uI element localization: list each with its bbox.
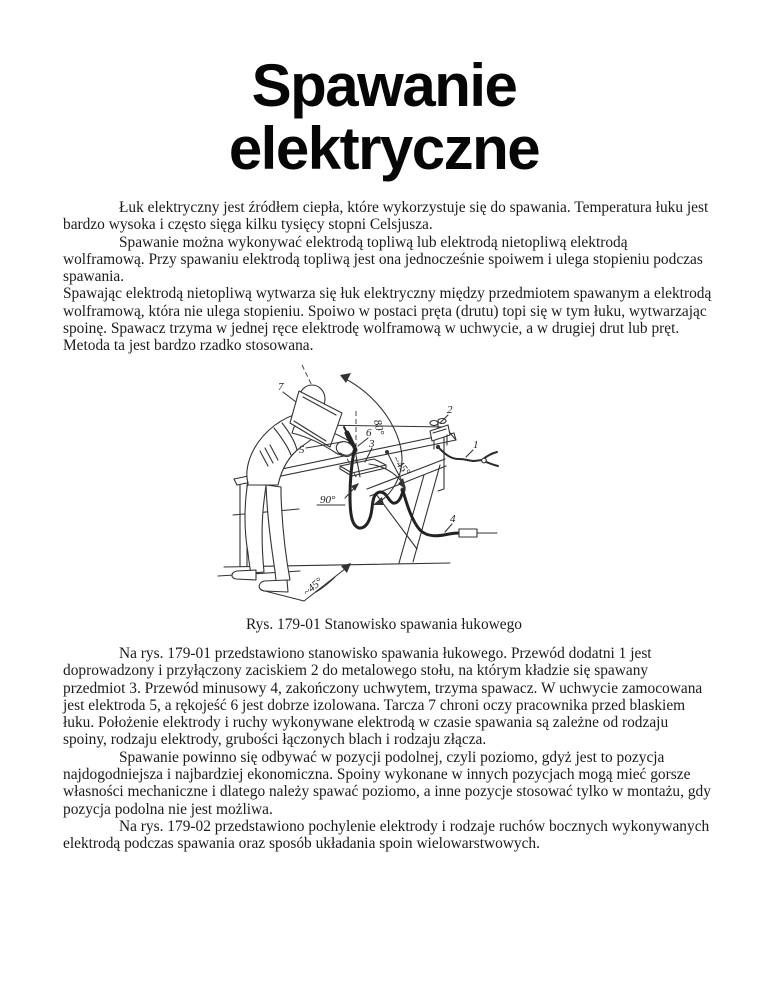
figure-angle-electrode: 80°: [371, 418, 387, 436]
figure-label-handle: 6: [366, 426, 372, 439]
body-paragraphs: [63, 645, 713, 853]
paragraph: Na rys. 179-01 przedstawiono stanowisko spawania łukowego. Przewód dodatni 1 jest doprowadzony i przyłączony zaciskiem 2 do metalowego stołu, na którym kładzie się spawany przedmiot 3. Przewód minusowy 4, zakończony uchwytem, trzyma spawacz. W uchwycie zamocowana jest elektroda 5, a rękojeść 6 jest dobrze izolowana. Tarcza 7 chroni oczy pracownika przed blaskiem łuku. Położenie elektrody i ruchy wykonywane elektrodą w czasie spawania są zależne od rodzaju spoiny, rodzaju elektrody, grubości łączonych blach i rodzaju złącza.: [63, 644, 703, 749]
workpiece-plate: [340, 459, 386, 476]
figure-label-shield: 7: [278, 380, 284, 393]
cable-plug: [459, 529, 477, 537]
welder-shoe-left: [232, 570, 256, 580]
figure-angle-work: ~45°: [389, 453, 413, 478]
figure-angle-travel: 90°: [320, 493, 336, 506]
welding-station-drawing: [204, 363, 564, 613]
figure-label-negative-cable: 4: [450, 512, 456, 525]
paragraph: Łuk elektryczny jest źródłem ciepła, które wykorzystuje się do spawania. Temperatura łuku jest bardzo wysoka i często sięga kilku tysięcy stopni Celsjusza.: [63, 199, 709, 234]
figure-caption: Rys. 179-01 Stanowisko spawania łukowego: [246, 615, 522, 633]
figure-label-clamp: 2: [447, 403, 453, 416]
figure-label-workpiece: 3: [369, 437, 375, 450]
paragraph: Spawanie powinno się odbywać w pozycji podolnej, czyli poziomo, gdyż jest to pozycja najdogodniejsza i najbardziej ekonomiczna. Spoiny wykonane w innych pozycjach mogą mieć gorsze własności mechaniczne i dlatego należy spawać poziomo, a inne pozycje stosować tylko w montażu, gdy pozycja podolna nie jest możliwa.: [63, 748, 711, 818]
page-title-line1: Spawanie: [251, 52, 517, 119]
positive-cable: [440, 449, 498, 466]
figure-angle-floor: ~45°: [301, 575, 326, 599]
paragraph: Spawanie można wykonywać elektrodą topliwą lub elektrodą nietopliwą elektrodą wolframową. Przy spawaniu elektrodą topliwą jest ona jednocześnie spoiwem i ulega stopieniu podczas spawania.: [63, 233, 703, 286]
paragraph: Spawając elektrodą nietopliwą wytwarza się łuk elektryczny między przedmiotem spawanym a elektrodą wolframową, która nie ulega stopieniu. Spoiwo w postaci pręta (drutu) topi się w tym łuku, wytwarzając spoinę. Spawacz trzyma w jednej ręce elektrodę wolframową w uchwycie, a w drugiej drut lub pręt. Metoda ta jest bardzo rzadko stosowana.: [63, 285, 712, 355]
figure-label-positive-cable: 1: [473, 438, 479, 451]
welder-figure: [232, 385, 355, 592]
figure-label-electrode: 5: [299, 443, 305, 456]
page-title: [0, 0, 768, 180]
intro-paragraphs: [63, 199, 713, 355]
page-title-line2: elektryczne: [228, 115, 540, 182]
paragraph: Na rys. 179-02 przedstawiono pochylenie elektrody i rodzaje ruchów bocznych wykonywanych elektrodą podczas spawania oraz sposób układania spoin wielowarstwowych.: [63, 817, 710, 853]
welding-station-figure: [0, 363, 768, 633]
